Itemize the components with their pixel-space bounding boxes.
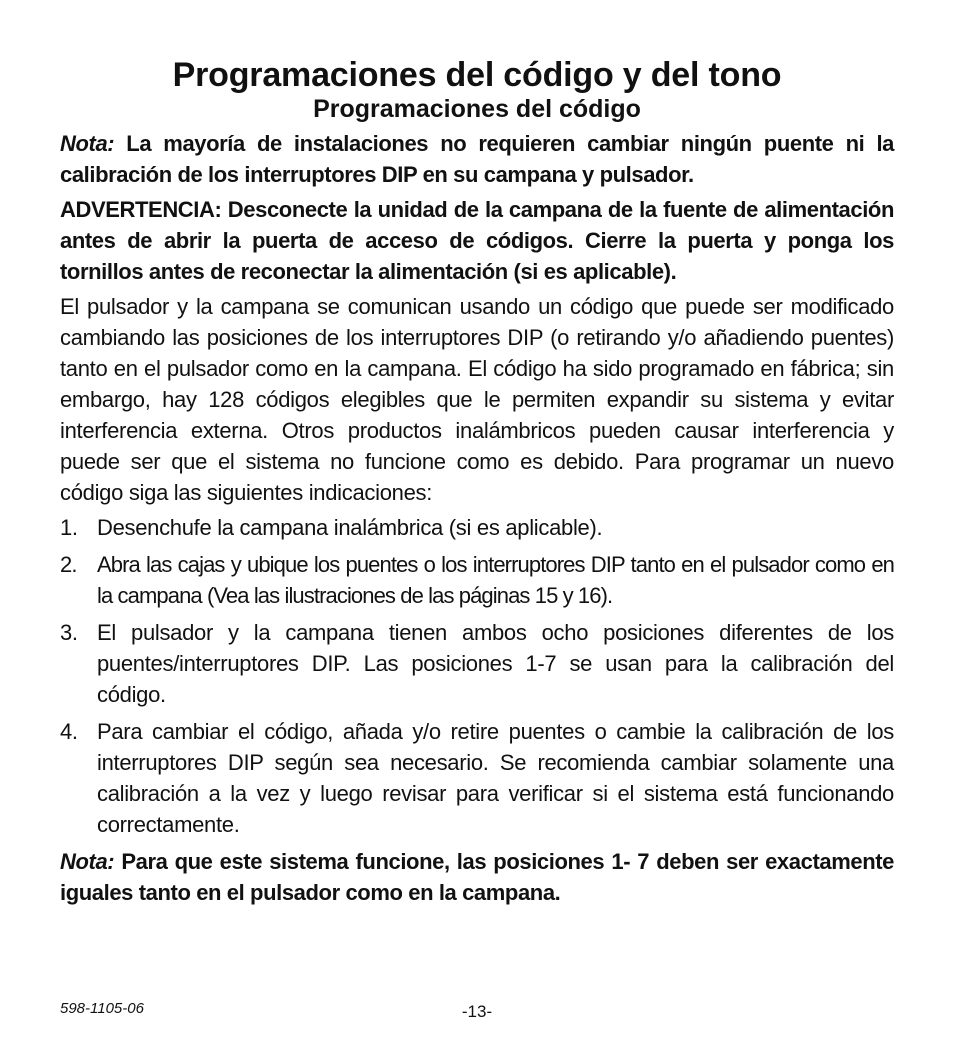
step-text: Para cambiar el código, añada y/o retire puentes o cambie la calibración de los interruptores DIP según sea necesario. Se recomienda cambiar solamente una calibración a la vez y luego revisar para verificar si el sistema está funcionando correctamente.	[97, 719, 894, 837]
note-intro	[60, 128, 894, 190]
step-text: El pulsador y la campana tienen ambos ocho posiciones diferentes de los puentes/interruptores DIP. Las posiciones 1-7 se usan para la calibración del código.	[97, 620, 894, 707]
step-number: 2.	[60, 552, 77, 577]
note-closing	[60, 846, 894, 908]
step-text: Desenchufe la campana inalámbrica (si es aplicable).	[97, 515, 603, 540]
note-label: Nota:	[60, 849, 115, 874]
list-item	[60, 716, 894, 840]
page-title: Programaciones del código y del tono	[172, 56, 782, 94]
step-text: Abra las cajas y ubique los puentes o los interruptores DIP tanto en el pulsador como en la campana (Vea las ilustraciones de las páginas 15 y 16).	[97, 552, 894, 608]
list-item	[60, 549, 894, 611]
note-text: La mayoría de instalaciones no requieren cambiar ningún puente ni la calibración de los interruptores DIP en su campana y pulsador.	[60, 131, 894, 187]
warning-text: ADVERTENCIA: Desconecte la unidad de la campana de la fuente de alimentación antes de abrir la puerta de acceso de códigos. Cierre la puerta y ponga los tornillos antes de reconectar la alimentación (si es aplicable).	[60, 197, 894, 284]
step-number: 4.	[60, 719, 78, 744]
note-label: Nota:	[60, 131, 115, 156]
page-footer	[60, 1000, 894, 1024]
page-number: -13-	[461, 1002, 493, 1021]
body-paragraph: El pulsador y la campana se comunican usando un código que puede ser modificado cambiando las posiciones de los interruptores DIP (o retirando y/o añadiendo puentes) tanto en el pulsador como en la campana. El código ha sido programado en fábrica; sin embargo, hay 128 códigos elegibles que le permiten expandir su sistema y evitar interferencia externa. Otros productos inalámbricos pueden causar interferencia y puede ser que el sistema no funcione como es debido. Para programar un nuevo código siga las siguientes indicaciones:	[60, 294, 894, 505]
steps-list	[60, 512, 894, 840]
step-number: 3.	[60, 620, 78, 645]
section-subtitle: Programaciones del código	[313, 95, 641, 123]
list-item	[60, 617, 894, 710]
step-number: 1.	[60, 515, 78, 540]
list-item	[60, 512, 894, 543]
note-text: Para que este sistema funcione, las posiciones 1- 7 deben ser exactamente iguales tanto en el pulsador como en la campana.	[60, 849, 894, 905]
document-number: 598-1105-06	[60, 1000, 144, 1017]
document-page	[60, 56, 894, 912]
